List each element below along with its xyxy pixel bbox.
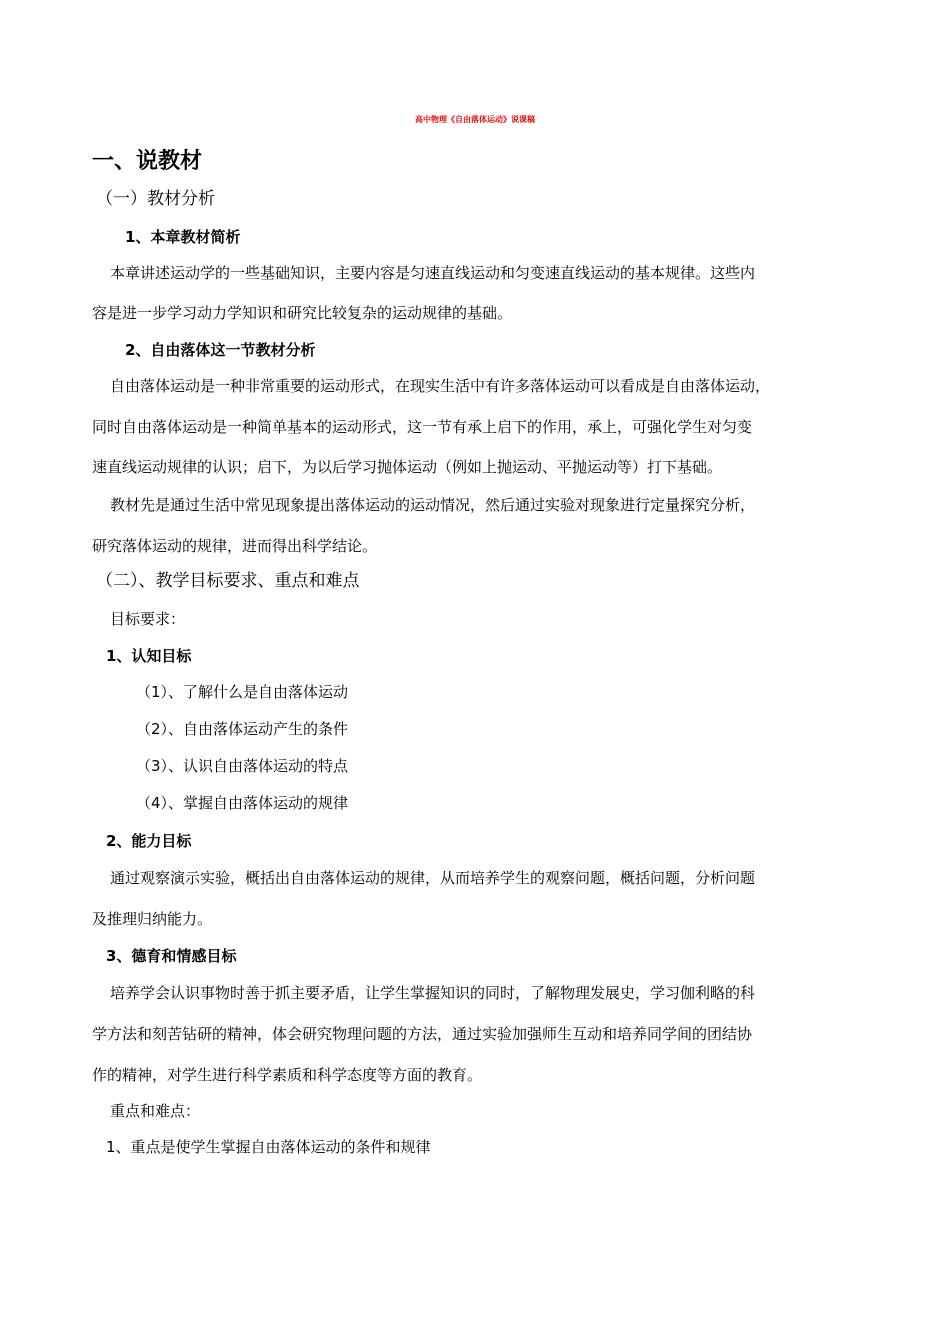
list-item: （3）、认识自由落体运动的特点 — [136, 757, 349, 775]
paragraph-line: 学方法和刻苦钻研的精神，体会研究物理问题的方法，通过实验加强师生互动和培养同学间的团结协 — [92, 1025, 753, 1043]
goal-heading-moral: 3、德育和情感目标 — [106, 947, 237, 965]
goal-heading-ability: 2、能力目标 — [106, 832, 192, 850]
paragraph-line: 自由落体运动是一种非常重要的运动形式，在现实生活中有许多落体运动可以看成是自由落体运动， — [110, 377, 771, 395]
paragraph-line: 教材先是通过生活中常见现象提出落体运动的运动情况，然后通过实验对现象进行定量探究分析， — [110, 496, 756, 514]
list-item: （1）、了解什么是自由落体运动 — [136, 683, 349, 701]
paragraph-line: 培养学会认识事物时善于抓主要矛盾，让学生掌握知识的同时，了解物理发展史，学习伽利略的科 — [110, 984, 756, 1002]
item-heading-section-analysis: 2、自由落体这一节教材分析 — [125, 341, 316, 359]
subheading-textbook-analysis: （一）教材分析 — [96, 189, 215, 209]
paragraph-line: 及推理归纳能力。 — [92, 910, 213, 928]
key-points-label: 重点和难点： — [110, 1102, 201, 1120]
paragraph-line: 作的精神，对学生进行科学素质和科学态度等方面的教育。 — [92, 1066, 483, 1084]
item-heading-chapter-overview: 1、本章教材简析 — [125, 228, 241, 246]
goals-label: 目标要求： — [110, 610, 186, 628]
paragraph-line: 通过观察演示实验，概括出自由落体运动的规律，从而培养学生的观察问题，概括问题，分析问题 — [110, 869, 756, 887]
paragraph-line: 同时自由落体运动是一种简单基本的运动形式，这一节有承上启下的作用，承上，可强化学生对匀变 — [92, 418, 753, 436]
document-title: 高中物理《自由落体运动》说课稿 — [415, 115, 535, 124]
section-heading-textbook: 一、说教材 — [92, 149, 203, 174]
paragraph-line: 本章讲述运动学的一些基础知识，主要内容是匀速直线运动和匀变速直线运动的基本规律。这些内 — [110, 264, 756, 282]
subheading-teaching-goals: （二）、教学目标要求、重点和难点 — [96, 571, 360, 591]
paragraph-line: 容是进一步学习动力学知识和研究比较复杂的运动规律的基础。 — [92, 304, 513, 322]
key-point-item: 1、重点是使学生掌握自由落体运动的条件和规律 — [106, 1138, 431, 1156]
list-item: （2）、自由落体运动产生的条件 — [136, 720, 349, 738]
paragraph-line: 研究落体运动的规律，进而得出科学结论。 — [92, 537, 378, 555]
paragraph-line: 速直线运动规律的认识；启下，为以后学习抛体运动（例如上抛运动、平抛运动等）打下基础。 — [92, 458, 723, 476]
list-item: （4）、掌握自由落体运动的规律 — [136, 794, 349, 812]
goal-heading-cognitive: 1、认知目标 — [106, 647, 192, 665]
